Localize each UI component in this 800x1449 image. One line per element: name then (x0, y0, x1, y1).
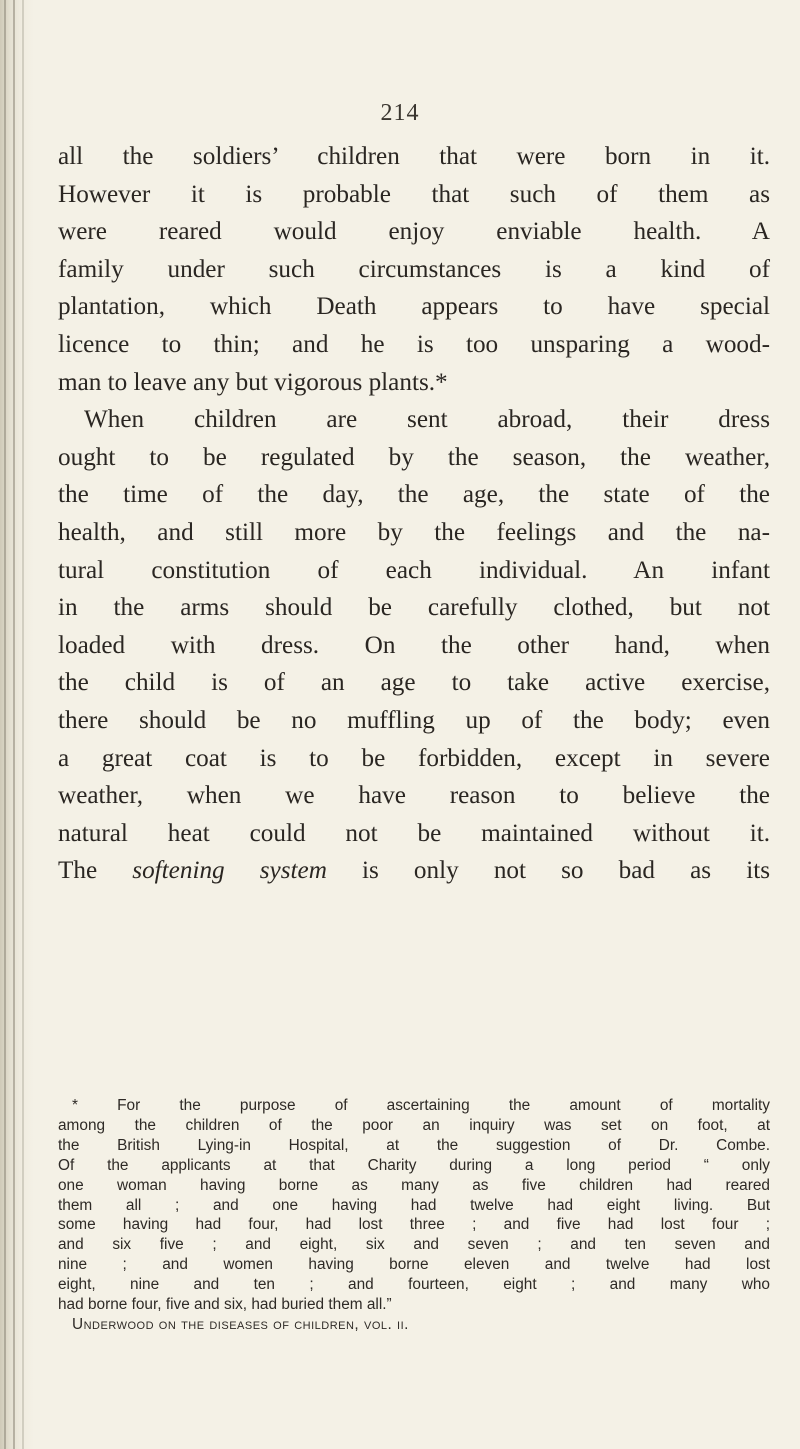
gutter-line (22, 0, 24, 1449)
text-run: The (58, 857, 133, 885)
text-line-with-italic (58, 852, 770, 890)
text-line: there should be no muffling up of the body; even (58, 706, 770, 734)
gutter-line (13, 0, 15, 1449)
text-line: man to leave any but vigorous plants.* (58, 368, 448, 396)
footnote (58, 1096, 770, 1335)
text-run: is only not so bad as its (326, 857, 770, 885)
text-line: licence to thin; and he is too unsparing a wood- (58, 330, 770, 358)
text-line: in the arms should be carefully clothed, but not (58, 594, 770, 622)
text-line: weather, when we have reason to believe the (58, 782, 770, 810)
body-text (58, 138, 770, 890)
text-line: the time of the day, the age, the state of the (58, 481, 770, 509)
text-line: natural heat could not be maintained without it. (58, 819, 770, 847)
text-line: loaded with dress. On the other hand, when (58, 631, 770, 659)
text-line: were reared would enjoy enviable health. A (58, 218, 770, 246)
page-number: 214 (380, 100, 420, 126)
text-line: family under such circumstances is a kind of (58, 255, 770, 283)
italic-phrase: softening system (132, 857, 327, 885)
footnote-line: Of the applicants at that Charity during a long period “ only (58, 1156, 770, 1174)
footnote-line: one woman having borne as many as five children had reared (58, 1176, 770, 1194)
footnote-line: nine ; and women having borne eleven and twelve had lost (58, 1256, 770, 1274)
text-line: all the soldiers’ children that were born in it. (58, 143, 770, 170)
text-line: When children are sent abroad, their dress (84, 406, 770, 434)
footnote-line: * For the purpose of ascertaining the amount of mortality (72, 1097, 770, 1114)
text-line: However it is probable that such of them as (58, 180, 770, 208)
footnote-line: and six five ; and eight, six and seven ; and ten seven and (58, 1236, 770, 1254)
footnote-citation: Underwood on the diseases of children, vol. ii. (72, 1315, 409, 1333)
gutter-line (4, 0, 6, 1449)
footnote-line: them all ; and one having had twelve had eight living. But (58, 1196, 770, 1214)
footnote-line: had borne four, five and six, had buried them all.” (58, 1296, 392, 1314)
footnote-line: among the children of the poor an inquiry was set on foot, at (58, 1116, 770, 1134)
text-line: health, and still more by the feelings and the na- (58, 518, 770, 546)
text-line: tural constitution of each individual. An infant (58, 556, 770, 584)
footnote-line: some having had four, had lost three ; and five had lost four ; (58, 1216, 770, 1234)
text-line: a great coat is to be forbidden, except in severe (58, 744, 770, 772)
footnote-line: the British Lying-in Hospital, at the suggestion of Dr. Combe. (58, 1136, 770, 1154)
footnote-line: eight, nine and ten ; and fourteen, eight ; and many who (58, 1276, 770, 1294)
text-line: plantation, which Death appears to have special (58, 293, 770, 321)
page-gutter-shadow (0, 0, 34, 1449)
text-line: the child is of an age to take active exercise, (58, 669, 770, 697)
text-line: ought to be regulated by the season, the weather, (58, 443, 770, 471)
